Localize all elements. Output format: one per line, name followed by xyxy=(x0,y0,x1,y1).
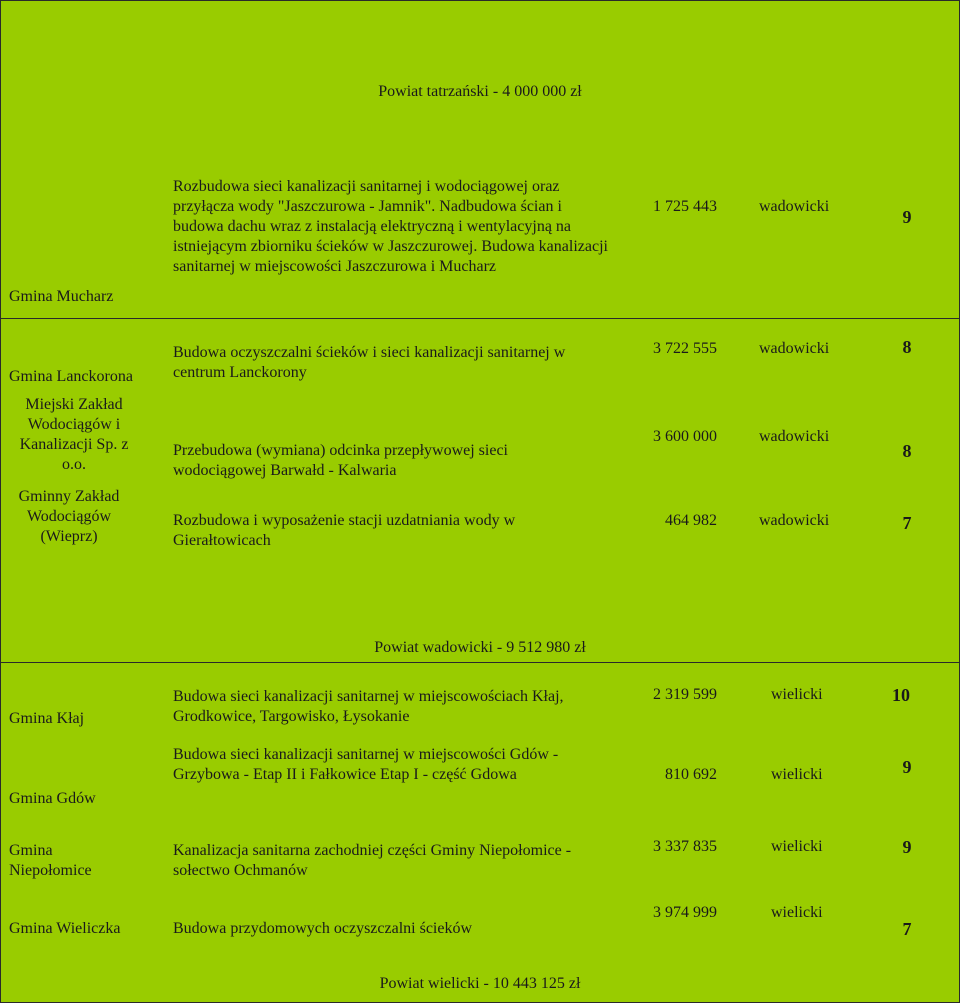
project-amount: 2 319 599 xyxy=(653,686,717,703)
project-description: Kanalizacja sanitarna zachodniej części Gminy Niepołomice - sołectwo Ochmanów xyxy=(173,842,572,879)
project-score: 9 xyxy=(902,837,912,857)
powiat-header: Powiat tatrzański - 4 000 000 zł xyxy=(378,83,582,100)
project-score: 9 xyxy=(902,757,912,777)
gmina-name: Gmina Kłaj xyxy=(9,710,85,727)
gmina-name: Miejski Zakład Wodociągów i Kanalizacji Sp. z o.o. xyxy=(19,396,129,473)
gmina-name: Gmina Niepołomice xyxy=(9,842,92,879)
project-amount: 3 337 835 xyxy=(653,838,717,855)
gmina-name: Gminny Zakład Wodociągów (Wieprz) xyxy=(18,488,120,545)
project-powiat: wielicki xyxy=(771,904,823,921)
project-description: Budowa oczyszczalni ścieków i sieci kanalizacji sanitarnej w centrum Lanckorony xyxy=(173,344,566,381)
powiat-wadowicki-block xyxy=(0,318,960,664)
project-powiat: wadowicki xyxy=(759,428,830,445)
gmina-name: Gmina Mucharz xyxy=(9,288,114,305)
project-powiat: wielicki xyxy=(771,838,823,855)
project-description: Przebudowa (wymiana) odcinka przepływowej sieci wodociągowej Barwałd - Kalwaria xyxy=(173,442,508,479)
gmina-name: Gmina Gdów xyxy=(9,790,96,807)
powiat-wielicki-block xyxy=(0,662,960,1003)
powiat-header: Powiat wielicki - 10 443 125 zł xyxy=(379,975,581,992)
project-score: 10 xyxy=(892,685,910,705)
project-amount: 3 722 555 xyxy=(653,340,717,357)
project-powiat: wielicki xyxy=(771,766,823,783)
project-description: Budowa sieci kanalizacji sanitarnej w miejscowościach Kłaj, Grodkowice, Targowisko, Łysokanie xyxy=(173,688,564,725)
project-powiat: wadowicki xyxy=(759,340,830,357)
project-amount: 464 982 xyxy=(665,512,717,529)
project-score: 9 xyxy=(902,207,912,227)
gmina-name: Gmina Wieliczka xyxy=(9,920,121,937)
project-amount: 1 725 443 xyxy=(653,198,717,215)
project-score: 8 xyxy=(902,441,912,461)
powiat-tatrzanski-block xyxy=(0,0,960,320)
project-powiat: wadowicki xyxy=(759,512,830,529)
project-powiat: wielicki xyxy=(771,686,823,703)
project-description: Rozbudowa i wyposażenie stacji uzdatniania wody w Gierałtowicach xyxy=(173,512,516,549)
powiat-header: Powiat wadowicki - 9 512 980 zł xyxy=(374,639,586,656)
project-powiat: wadowicki xyxy=(759,198,830,215)
project-score: 8 xyxy=(902,337,912,357)
project-score: 7 xyxy=(902,513,912,533)
gmina-name: Gmina Lanckorona xyxy=(9,368,133,385)
project-amount: 3 974 999 xyxy=(653,904,717,921)
project-score: 7 xyxy=(902,919,912,939)
project-description: Budowa sieci kanalizacji sanitarnej w miejscowości Gdów - Grzybowa - Etap II i Fałkowice Etap I - część Gdowa xyxy=(173,746,559,783)
project-amount: 3 600 000 xyxy=(653,428,717,445)
project-amount: 810 692 xyxy=(665,766,717,783)
project-description: Rozbudowa sieci kanalizacji sanitarnej i wodociągowej oraz przyłącza wody "Jaszczurowa - Jamnik". Nadbudowa ścian i budowa dachu wraz z instalacją elektryczną i wentylacyjną na istniejącym zbiorniku ścieków w Jaszczurowej. Budowa kanalizacji sanitarnej w miejscowości Jaszczurowa i Mucharz xyxy=(173,178,608,275)
project-description: Budowa przydomowych oczyszczalni ścieków xyxy=(173,920,473,937)
